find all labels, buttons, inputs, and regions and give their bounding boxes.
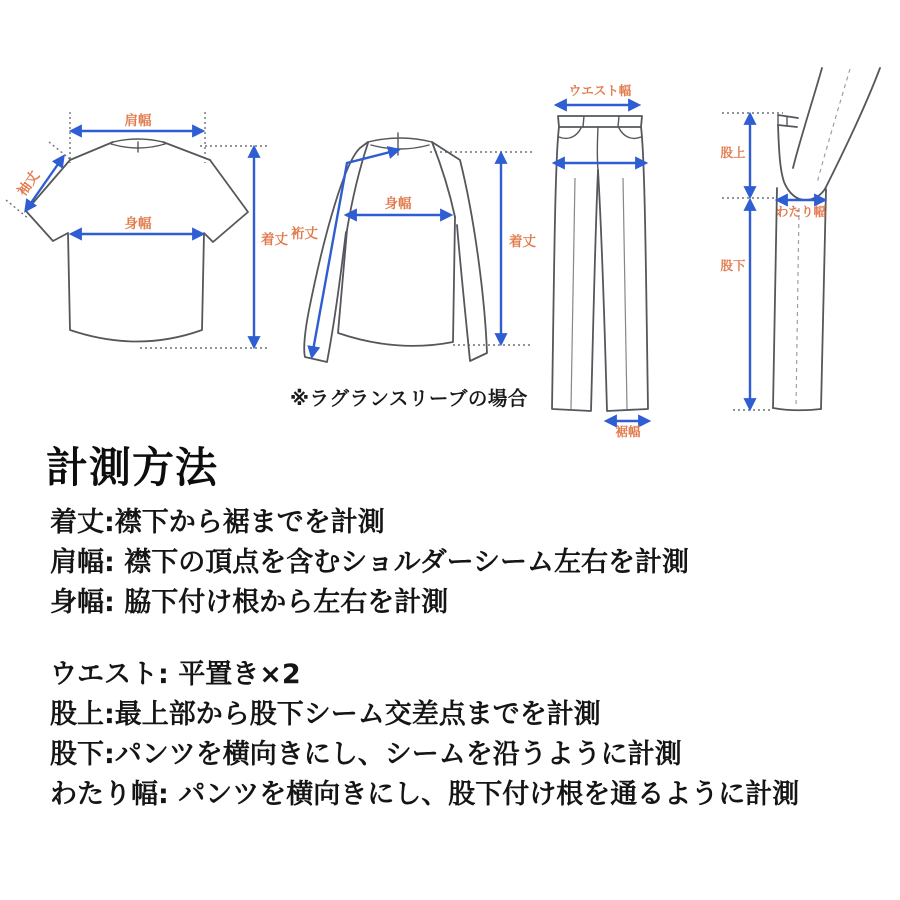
guide-line-thigh-width: わたり幅: パンツを横向きにし、股下付け根を通るように計測 (50, 779, 800, 810)
tshirt-shoulder-seam (163, 142, 210, 160)
pants-side-diagram (700, 58, 890, 450)
pants-lower-crease (796, 208, 799, 408)
pants-pocket (559, 128, 581, 138)
pants-upper-leg-edge (826, 68, 880, 187)
pants-lower-leg (821, 189, 826, 409)
rise-label: 股上 (720, 145, 746, 160)
pants-front-diagram (545, 78, 659, 450)
guide-line-shoulder-width: 肩幅: 襟下の頂点を含むショルダーシーム左右を計測 (50, 547, 690, 578)
body-length-label: 着丈 (261, 232, 288, 248)
yuki-length-arrow (312, 150, 398, 356)
raglan-body (338, 217, 455, 346)
tops-measurement-guide (50, 503, 689, 623)
belt-loop (583, 116, 584, 127)
hem-width-label: 裾幅 (615, 424, 641, 439)
yuki-length-label: 裄丈 (291, 226, 318, 242)
guide-line-body-width: 身幅: 脇下付け根から左右を計測 (50, 587, 449, 618)
raglan-collar (371, 145, 429, 149)
raglan-left-seam (347, 143, 368, 230)
body-width-label: 身幅 (384, 196, 412, 212)
raglan-collar (368, 138, 432, 142)
inseam-label: 股下 (720, 258, 746, 273)
pants-left-leg (552, 127, 598, 411)
tshirt-outline (26, 160, 248, 342)
sleeve-length-label: 袖丈 (14, 168, 44, 200)
pants-crease-line (623, 178, 627, 409)
shoulder-width-label: 肩幅 (124, 113, 152, 129)
pants-crease-line (571, 178, 575, 409)
waist-width-label: ウエスト幅 (568, 83, 632, 98)
body-width-label: 身幅 (124, 216, 152, 232)
guide-line-waist: ウエスト: 平置き×2 (50, 659, 301, 690)
pants-pocket (619, 128, 641, 138)
belt-loop (618, 116, 619, 127)
guide-heading: 計測方法 (46, 443, 219, 492)
raglan-caption: ※ラグランスリーブの場合 (290, 387, 528, 410)
raglan-right-seam (432, 142, 455, 217)
guide-dotted-line (49, 142, 71, 160)
pants-waistband (558, 116, 642, 127)
pants-lower-leg (773, 188, 777, 408)
guide-line-body-length: 着丈:襟下から裾までを計測 (50, 507, 385, 538)
pants-right-leg (598, 127, 648, 411)
pants-upper-crease (817, 69, 850, 183)
guide-line-inseam: 股下:パンツを横向きにし、シームを沿うように計測 (50, 739, 682, 770)
body-length-label: 着丈 (509, 234, 536, 250)
pants-hem (773, 408, 821, 410)
tshirt-shoulder-seam (70, 142, 113, 160)
tshirt-diagram (5, 100, 295, 378)
pants-waistband-edge (778, 115, 798, 118)
raglan-right-sleeve (432, 142, 487, 361)
guide-line-rise: 股上:最上部から股下シーム交差点までを計測 (50, 699, 601, 730)
thigh-width-label: わたり幅 (775, 204, 827, 219)
bottoms-measurement-guide (50, 655, 799, 815)
raglan-diagram (285, 110, 543, 410)
